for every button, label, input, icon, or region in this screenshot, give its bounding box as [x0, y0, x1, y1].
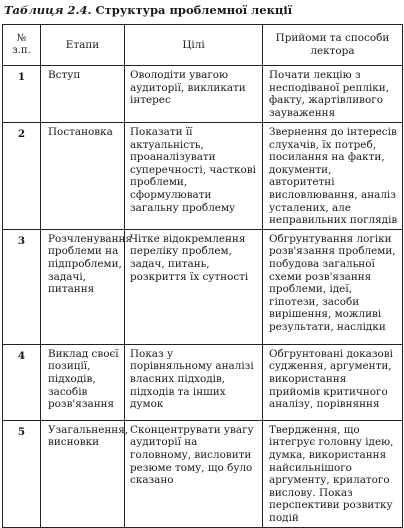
- header-number-line1: №: [16, 33, 27, 44]
- table-header-row: [3, 25, 403, 66]
- header-stage: Етапи: [41, 25, 125, 66]
- table-caption-label: Таблиця 2.4.: [4, 3, 92, 17]
- row-techniques: Почати лекцію з несподіваної репліки, факту, жартівливого зауваження: [263, 66, 403, 123]
- table-row: [3, 420, 403, 527]
- table-caption-title: Структура проблемної лекції: [95, 3, 293, 17]
- header-number-line2: з.п.: [12, 45, 31, 56]
- row-number: 4: [3, 344, 41, 420]
- row-goals: Чітке відокремлення переліку проблем, задач, питань, розкриття їх сутності: [125, 229, 263, 344]
- row-techniques: Обгрунтування логіки розв'язання проблеми, побудова загальної схеми розв'язання проблеми, ідеї, гіпотези, засоби вирішення, можливі результати, наслідки: [263, 229, 403, 344]
- row-goals: Показати її актуальність, проаналізувати суперечності, часткові проблеми, сформулювати загальну проблему: [125, 123, 263, 230]
- row-stage: Виклад своєї позиції, підходів, засобів розв'язання: [41, 344, 125, 420]
- row-goals: Показ у порівняльному аналізі власних підходів, підходів та інших думок: [125, 344, 263, 420]
- table-caption: [4, 3, 292, 17]
- table-row: [3, 123, 403, 230]
- row-techniques: Твердження, що інтегрує головну ідею, думка, використання найсильнішого аргументу, крилатого вислову. Показ перспективи розвитку подій: [263, 420, 403, 527]
- table-row: [3, 229, 403, 344]
- header-number: [3, 25, 41, 66]
- row-stage: Постановка: [41, 123, 125, 230]
- row-stage: Розчленування проблеми на підпроблеми, задачі, питання: [41, 229, 125, 344]
- row-stage: Узагальнення, висновки: [41, 420, 125, 527]
- row-number: 3: [3, 229, 41, 344]
- row-stage: Вступ: [41, 66, 125, 123]
- header-goals: Цілі: [125, 25, 263, 66]
- header-techniques: Прийоми та способи лектора: [263, 25, 403, 66]
- row-techniques: Обгрунтовані доказові судження, аргументи, використання прийомів критичного аналізу, порівняння: [263, 344, 403, 420]
- row-number: 1: [3, 66, 41, 123]
- table-row: [3, 344, 403, 420]
- row-techniques: Звернення до інтересів слухачів, їх потреб, посилання на факти, документи, авторитетні висловлювання, аналіз усталених, але неправильних поглядів: [263, 123, 403, 230]
- row-goals: Оволодіти увагою аудиторії, викликати інтерес: [125, 66, 263, 123]
- lecture-structure-table: [2, 24, 403, 528]
- table-row: [3, 66, 403, 123]
- row-number: 2: [3, 123, 41, 230]
- row-goals: Сконцентрувати увагу аудиторії на головному, висловити резюме тому, що було сказано: [125, 420, 263, 527]
- row-number: 5: [3, 420, 41, 527]
